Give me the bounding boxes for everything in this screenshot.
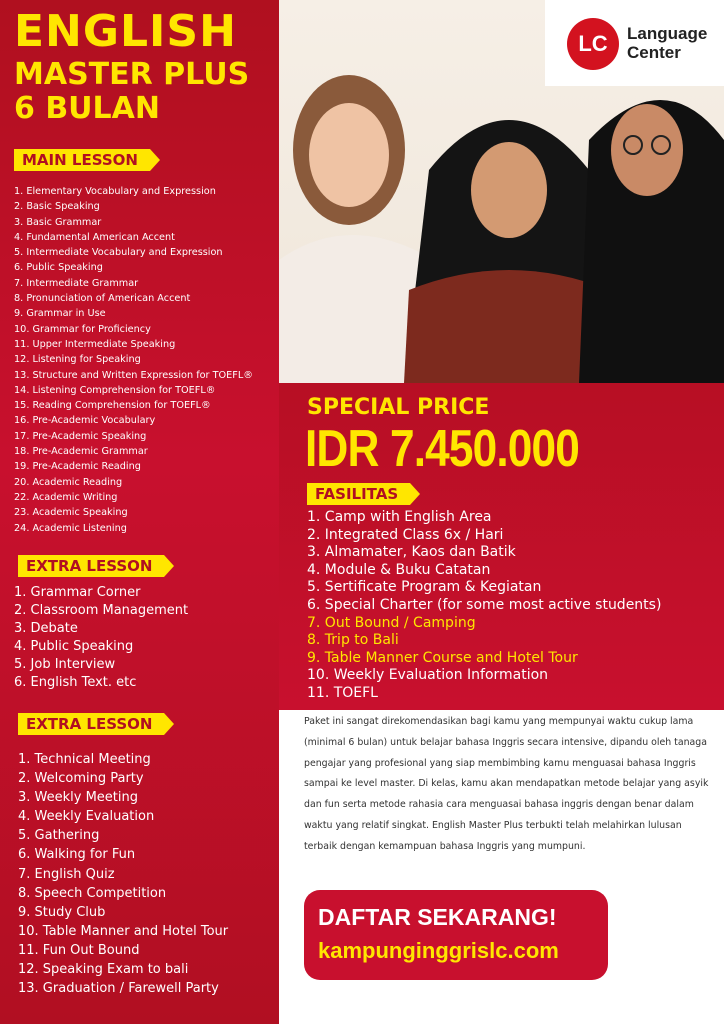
- list-item: 13. Structure and Written Expression for TOEFL®: [14, 369, 253, 381]
- list-item: 3. Basic Grammar: [14, 216, 102, 228]
- face-shape: [611, 104, 683, 196]
- list-item: 1. Grammar Corner: [14, 585, 141, 600]
- list-item: 12. Speaking Exam to bali: [18, 962, 189, 978]
- list-item: 4. Public Speaking: [14, 639, 134, 654]
- list-item: 2. Integrated Class 6x / Hari: [307, 526, 504, 543]
- list-item: 5. Intermediate Vocabulary and Expression: [14, 247, 223, 259]
- list-item: 4. Fundamental American Accent: [14, 231, 175, 243]
- list-item: 5. Gathering: [18, 828, 100, 844]
- website-link[interactable]: kampunginggrislc.com: [318, 938, 559, 963]
- title-line-3: 6 BULAN: [14, 91, 160, 126]
- logo-icon: [567, 18, 619, 70]
- list-item: 9. Grammar in Use: [14, 308, 106, 320]
- list-item: 7. English Quiz: [18, 866, 115, 882]
- extra-lesson-tag-2: EXTRA LESSON: [18, 713, 164, 735]
- extra-lesson-list-2: [18, 750, 228, 998]
- logo-line-1: Language: [627, 24, 708, 43]
- list-item: 11. Upper Intermediate Speaking: [14, 338, 176, 350]
- list-item: 2. Classroom Management: [14, 603, 189, 618]
- fasilitas-tag: FASILITAS: [307, 483, 410, 505]
- list-item: 1. Elementary Vocabulary and Expression: [14, 186, 216, 197]
- list-item: 18. Pre-Academic Grammar: [14, 446, 148, 458]
- list-item: 4. Module & Buku Catatan: [307, 561, 491, 578]
- list-item: 1. Camp with English Area: [307, 509, 492, 525]
- list-item: 13. Graduation / Farewell Party: [18, 981, 219, 997]
- register-button[interactable]: [304, 890, 608, 980]
- list-item: 11. Fun Out Bound: [18, 942, 140, 958]
- list-item: 23. Academic Speaking: [14, 507, 128, 519]
- list-item: 9. Study Club: [18, 904, 106, 920]
- list-item: 20. Academic Reading: [14, 476, 123, 488]
- list-item: 7. Out Bound / Camping: [307, 614, 476, 631]
- logo-mark: LC: [578, 31, 608, 56]
- list-item: 10. Grammar for Proficiency: [14, 323, 151, 335]
- list-item: 15. Reading Comprehension for TOEFL®: [14, 400, 211, 412]
- list-item: 7. Intermediate Grammar: [14, 277, 139, 289]
- list-item: 3. Almamater, Kaos dan Batik: [307, 544, 516, 561]
- list-item: 17. Pre-Academic Speaking: [14, 430, 147, 442]
- list-item: 24. Academic Listening: [14, 522, 127, 534]
- logo: [545, 0, 724, 86]
- main-lesson-list: [14, 184, 253, 536]
- list-item: 3. Debate: [14, 621, 78, 636]
- list-item: 10. Weekly Evaluation Information: [307, 667, 549, 684]
- list-item: 14. Listening Comprehension for TOEFL®: [14, 384, 216, 396]
- list-item: 8. Pronunciation of American Accent: [14, 293, 191, 305]
- list-item: 6. Special Charter (for some most active students): [307, 596, 662, 613]
- list-item: 6. Public Speaking: [14, 262, 103, 274]
- logo-line-2: Center: [627, 43, 681, 62]
- extra-lesson-list-1: [14, 584, 188, 692]
- list-item: 5. Job Interview: [14, 657, 116, 672]
- list-item: 22. Academic Writing: [14, 491, 118, 503]
- list-item: 2. Welcoming Party: [18, 771, 144, 787]
- special-price-label: SPECIAL PRICE: [307, 395, 490, 420]
- price-amount: IDR 7.450.000: [305, 420, 579, 478]
- list-item: 16. Pre-Academic Vocabulary: [14, 415, 156, 427]
- list-item: 3. Weekly Meeting: [18, 790, 139, 806]
- main-lesson-tag: MAIN LESSON: [14, 149, 150, 171]
- list-item: 8. Speech Competition: [18, 885, 167, 901]
- title-line-2: MASTER PLUS: [14, 57, 250, 92]
- list-item: 2. Basic Speaking: [14, 201, 100, 213]
- list-item: 11. TOEFL: [307, 684, 378, 701]
- list-item: 6. English Text. etc: [14, 675, 137, 690]
- register-label: DAFTAR SEKARANG!: [318, 904, 557, 930]
- face-shape: [309, 103, 389, 207]
- list-item: 4. Weekly Evaluation: [18, 809, 155, 825]
- title-line-1: ENGLISH: [14, 6, 237, 57]
- list-item: 12. Listening for Speaking: [14, 354, 141, 366]
- extra-lesson-tag-1: EXTRA LESSON: [18, 555, 164, 577]
- list-item: 6. Walking for Fun: [18, 847, 136, 863]
- list-item: 9. Table Manner Course and Hotel Tour: [307, 649, 578, 666]
- fasilitas-list: [307, 509, 661, 703]
- list-item: 19. Pre-Academic Reading: [14, 461, 141, 473]
- face-shape: [471, 142, 547, 238]
- list-item: 8. Trip to Bali: [307, 632, 399, 649]
- price-panel: [279, 383, 724, 710]
- page-title: [14, 6, 250, 126]
- left-panel: [0, 0, 279, 1024]
- list-item: 5. Sertificate Program & Kegiatan: [307, 579, 542, 596]
- list-item: 1. Technical Meeting: [18, 752, 151, 767]
- logo-text: [627, 24, 707, 62]
- description: Paket ini sangat direkomendasikan bagi kamu yang mempunyai waktu cukup lama (minimal 6 bulan) untuk belajar bahasa Inggris secara intensive, dipandu oleh tanaga pengajar yang profesional yang siap membimbing kamu menguasai bahasa Inggris sampai ke level master. Di kelas, kamu akan mendapatkan metode belajar yang asyik dan fun serta metode rahasia cara menguasai bahasa inggris dengan benar dalam waktu yang relatif singkat. English Master Plus terbukti telah melahirkan lulusan terbaik dengan kemampuan bahasa Inggris yang mumpuni.: [304, 716, 709, 852]
- list-item: 10. Table Manner and Hotel Tour: [18, 923, 229, 939]
